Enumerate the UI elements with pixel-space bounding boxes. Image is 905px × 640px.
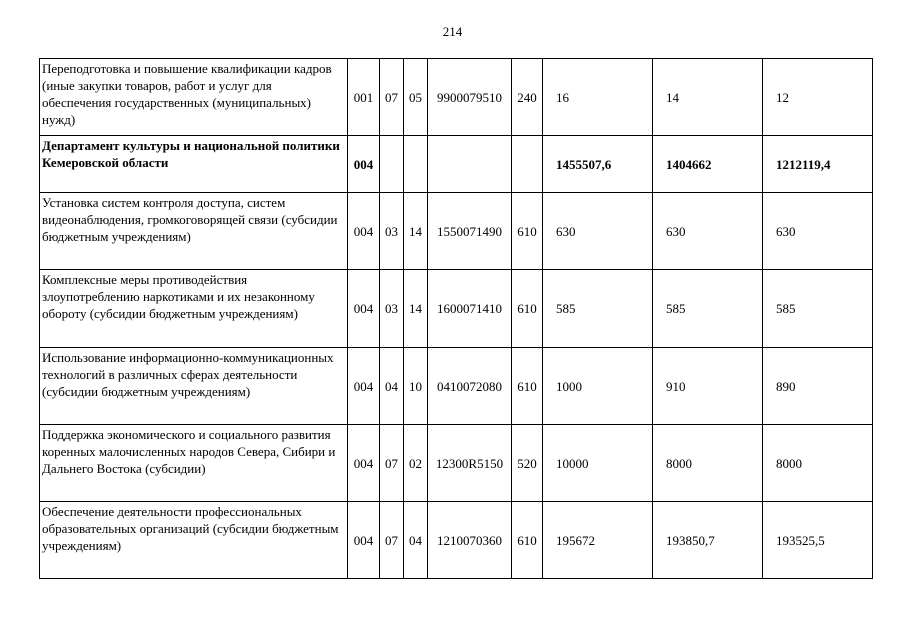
amount-year1-cell: 630 bbox=[543, 193, 653, 270]
target-code-cell: 1550071490 bbox=[428, 193, 512, 270]
amount-year2-cell: 8000 bbox=[653, 425, 763, 502]
subsection-code-cell: 04 bbox=[404, 502, 428, 579]
ministry-code-cell: 001 bbox=[348, 59, 380, 136]
amount-year1-cell: 195672 bbox=[543, 502, 653, 579]
target-code-cell: 1600071410 bbox=[428, 270, 512, 348]
section-code-cell bbox=[380, 136, 404, 193]
target-code-cell: 12300R5150 bbox=[428, 425, 512, 502]
amount-year2-cell: 630 bbox=[653, 193, 763, 270]
target-code-cell bbox=[428, 136, 512, 193]
table-row bbox=[40, 348, 873, 425]
target-code-cell: 1210070360 bbox=[428, 502, 512, 579]
amount-year2-cell: 910 bbox=[653, 348, 763, 425]
amount-year3-cell: 8000 bbox=[763, 425, 873, 502]
table-row-department bbox=[40, 136, 873, 193]
table-row bbox=[40, 502, 873, 579]
section-code-cell: 07 bbox=[380, 425, 404, 502]
amount-year3-cell: 12 bbox=[763, 59, 873, 136]
expense-type-cell: 610 bbox=[512, 502, 543, 579]
subsection-code-cell bbox=[404, 136, 428, 193]
ministry-code-cell: 004 bbox=[348, 425, 380, 502]
ministry-code-cell: 004 bbox=[348, 136, 380, 193]
section-code-cell: 03 bbox=[380, 270, 404, 348]
row-name-cell: Переподготовка и повышение квалификации кадров (иные закупки товаров, работ и услуг для обеспечения государственных (муниципальных) нужд) bbox=[40, 59, 348, 136]
expense-type-cell: 610 bbox=[512, 348, 543, 425]
table-row bbox=[40, 193, 873, 270]
amount-year3-cell: 890 bbox=[763, 348, 873, 425]
subsection-code-cell: 02 bbox=[404, 425, 428, 502]
table-row bbox=[40, 59, 873, 136]
table-row bbox=[40, 425, 873, 502]
row-name-cell: Поддержка экономического и социального развития коренных малочисленных народов Севера, Сибири и Дальнего Востока (субсидии) bbox=[40, 425, 348, 502]
subsection-code-cell: 05 bbox=[404, 59, 428, 136]
ministry-code-cell: 004 bbox=[348, 193, 380, 270]
table-row bbox=[40, 270, 873, 348]
page-number: 214 bbox=[442, 24, 463, 39]
amount-year2-cell: 193850,7 bbox=[653, 502, 763, 579]
expense-type-cell bbox=[512, 136, 543, 193]
subsection-code-cell: 14 bbox=[404, 270, 428, 348]
ministry-code-cell: 004 bbox=[348, 502, 380, 579]
amount-year3-cell: 1212119,4 bbox=[763, 136, 873, 193]
expense-type-cell: 240 bbox=[512, 59, 543, 136]
subsection-code-cell: 14 bbox=[404, 193, 428, 270]
amount-year2-cell: 1404662 bbox=[653, 136, 763, 193]
row-name-cell: Использование информационно-коммуникационных технологий в различных сферах деятельности (субсидии бюджетным учреждениям) bbox=[40, 348, 348, 425]
row-name-cell: Обеспечение деятельности профессиональных образовательных организаций (субсидии бюджетным учреждениям) bbox=[40, 502, 348, 579]
target-code-cell: 9900079510 bbox=[428, 59, 512, 136]
section-code-cell: 07 bbox=[380, 502, 404, 579]
amount-year3-cell: 630 bbox=[763, 193, 873, 270]
row-name-cell: Комплексные меры противодействия злоупотреблению наркотиками и их незаконному обороту (субсидии бюджетным учреждениям) bbox=[40, 270, 348, 348]
subsection-code-cell: 10 bbox=[404, 348, 428, 425]
target-code-cell: 0410072080 bbox=[428, 348, 512, 425]
amount-year1-cell: 10000 bbox=[543, 425, 653, 502]
section-code-cell: 03 bbox=[380, 193, 404, 270]
ministry-code-cell: 004 bbox=[348, 348, 380, 425]
amount-year3-cell: 193525,5 bbox=[763, 502, 873, 579]
amount-year1-cell: 585 bbox=[543, 270, 653, 348]
row-name-cell: Департамент культуры и национальной политики Кемеровской области bbox=[40, 136, 348, 193]
row-name-cell: Установка систем контроля доступа, систем видеонаблюдения, громкоговорящей связи (субсидии бюджетным учреждениям) bbox=[40, 193, 348, 270]
ministry-code-cell: 004 bbox=[348, 270, 380, 348]
expense-type-cell: 520 bbox=[512, 425, 543, 502]
amount-year3-cell: 585 bbox=[763, 270, 873, 348]
amount-year1-cell: 1000 bbox=[543, 348, 653, 425]
expense-type-cell: 610 bbox=[512, 193, 543, 270]
section-code-cell: 04 bbox=[380, 348, 404, 425]
amount-year1-cell: 1455507,6 bbox=[543, 136, 653, 193]
section-code-cell: 07 bbox=[380, 59, 404, 136]
amount-year1-cell: 16 bbox=[543, 59, 653, 136]
expense-type-cell: 610 bbox=[512, 270, 543, 348]
amount-year2-cell: 14 bbox=[653, 59, 763, 136]
amount-year2-cell: 585 bbox=[653, 270, 763, 348]
budget-table bbox=[39, 58, 873, 579]
